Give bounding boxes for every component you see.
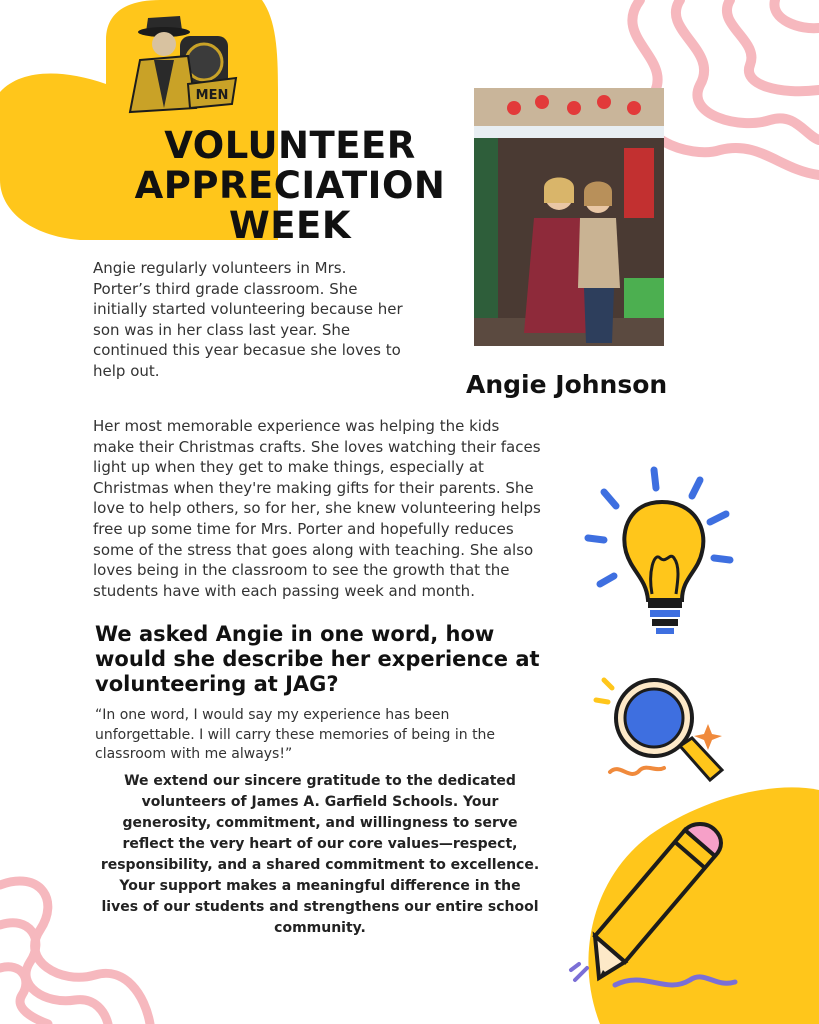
gratitude-statement: We extend our sincere gratitude to the dedicated volunteers of James A. Garfield Schools. Your generosity, commitment, and willingness to serve reflect the very heart of our core values—respect, responsibility, and a shared commitment to excellence. Your support makes a meaningful difference in the lives of our students and strengthens our entire school community. — [100, 773, 540, 936]
question-heading: We asked Angie in one word, how would she describe her experience at volunteering at JAG? — [95, 622, 540, 696]
volunteer-quote: “In one word, I would say my experience has been unforgettable. I will carry these memories of being in the classroom with me always!” — [95, 707, 496, 762]
volunteer-name: Angie Johnson — [466, 370, 668, 399]
magnifying-glass-icon — [590, 670, 740, 790]
volunteer-photo — [474, 88, 664, 346]
pencil-icon — [565, 820, 755, 995]
page-title: VOLUNTEER APPRECIATION WEEK — [134, 124, 446, 247]
lightbulb-icon — [582, 462, 742, 640]
train-conductor-mascot-icon — [118, 8, 238, 114]
logo-text: MEN — [195, 88, 229, 103]
intro-paragraph: Angie regularly volunteers in Mrs. Porter’s third grade classroom. She initially started volunteering because her son was in her class last year. She continued this year becasue she loves to help out. — [93, 259, 403, 380]
memorable-experience-paragraph: Her most memorable experience was helping the kids make their Christmas crafts. She loves watching their faces light up when they get to make things, especially at Christmas when they're making gifts for their parents. She love to help others, so for her, she knew volunteering helps free up some time for Mrs. Porter and hopefully reduces some of the stress that goes along with teaching. She also loves being in the classroom to see the growth that the students have with each passing week and month. — [93, 417, 541, 600]
